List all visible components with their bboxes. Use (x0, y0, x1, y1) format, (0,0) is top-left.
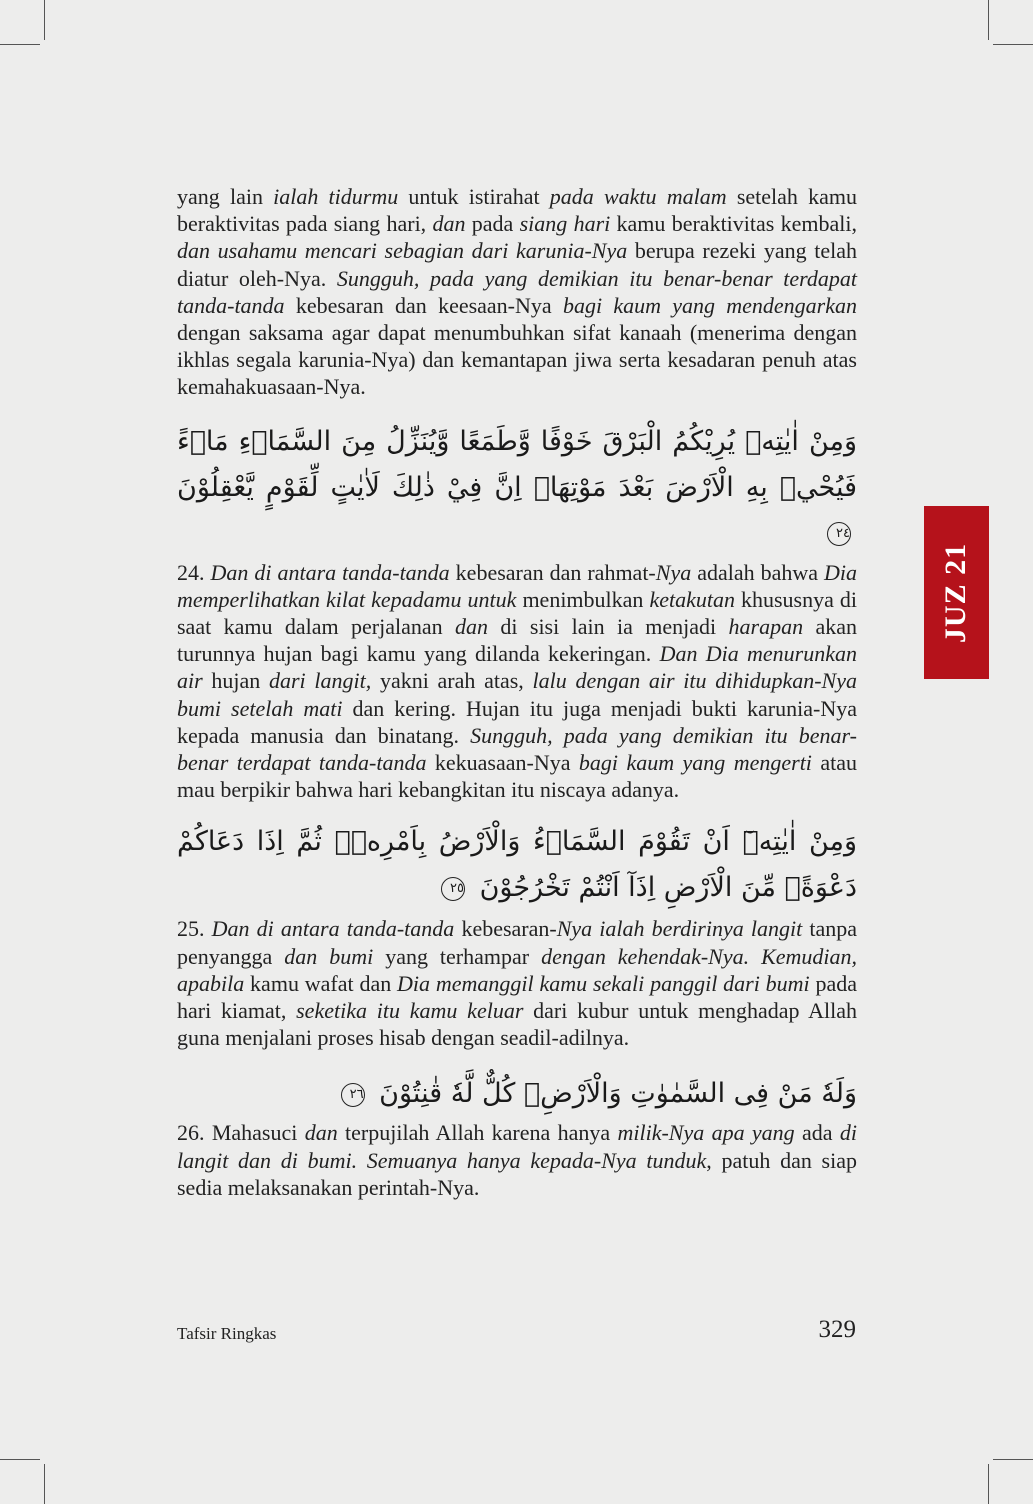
text-segment: yakni arah atas, (371, 668, 533, 694)
text-segment: tanpa penyangga (177, 916, 857, 969)
italic-segment: dan (455, 614, 488, 640)
text-segment: kebesaran dan keesaan-Nya (284, 292, 563, 318)
text-segment: atau mau berpikir bahwa hari kebangkitan itu niscaya adanya. (177, 750, 857, 803)
text-segment: untuk istirahat (398, 184, 550, 209)
arabic-verse-25 (177, 819, 857, 911)
text-segment: kamu beraktivitas kembali, (610, 211, 858, 237)
text-segment: kamu wafat dan (244, 970, 398, 996)
text-segment: khususnya di saat kamu dalam perjalanan (177, 586, 857, 640)
text-segment: hujan (202, 668, 269, 694)
text-segment: dengan saksama agar dapat menumbuhkan sifat kanaah (menerima dengan ikhlas segala karunia-Nya) dan kemantapan jiwa serta kesadaran penuh atas kemahakuasaan-Nya. (177, 320, 857, 400)
italic-segment: Dia memanggil kamu sekali panggil dari bumi (397, 970, 810, 996)
tafsir-paragraph-24 (177, 559, 857, 804)
text-segment: dan kering. Hujan itu juga menjadi bukti karunia-Nya kepada manusia dan binatang. (177, 695, 857, 748)
arabic-verse-text: وَمِنْ اٰيٰتِهٖٓ اَنْ تَقُوْمَ السَّمَاۤءُ وَالْاَرْضُ بِاَمْرِهٖۗ ثُمَّ اِذَا دَعَاكُمْ دَعْوَةًۖ مِّنَ الْاَرْضِ اِذَآ اَنْتُمْ تَخْرُجُوْنَ (177, 826, 857, 904)
text-segment: terpujilah Allah karena hanya (337, 1120, 618, 1146)
crop-mark (993, 1459, 1033, 1460)
text-segment: akan turunnya hujan bagi kamu yang dilanda kekeringan. (177, 614, 857, 667)
arabic-verse-text: وَلَهٗ مَنْ فِى السَّمٰوٰتِ وَالْاَرْضِۗ كُلٌّ لَّهٗ قٰنِتُوْنَ (379, 1078, 857, 1110)
crop-mark (988, 0, 989, 40)
text-segment: 25. (177, 916, 212, 942)
italic-segment: dengan kehendak-Nya. Kemudian, apabila (177, 943, 858, 996)
ayah-number-marker: ٢٦ (341, 1083, 365, 1107)
italic-segment: ketakutan (649, 586, 735, 612)
italic-segment: dan usahamu mencari sebagian dari karunia-Nya (177, 238, 628, 264)
italic-segment: dari langit, (269, 668, 372, 694)
tafsir-paragraph-25 (177, 915, 857, 1051)
italic-segment: Dia memperlihatkan kilat kepadamu untuk (177, 559, 857, 612)
text-segment: pada hari kiamat, (177, 970, 857, 1024)
ayah-number-marker: ٢٥ (441, 877, 465, 901)
page-body (177, 183, 857, 1201)
text-segment: menimbulkan (516, 586, 650, 612)
italic-segment: di langit dan di bumi. Semuanya hanya kepada-Nya tunduk (177, 1120, 857, 1173)
text-segment: berupa rezeki yang telah diatur oleh-Nya. (177, 238, 858, 291)
text-segment: di sisi lain ia menjadi (488, 614, 729, 640)
italic-segment: Sungguh, pada yang demikian itu benar-benar terdapat tanda-tanda (177, 722, 858, 776)
italic-segment: ialah tidurmu (273, 184, 399, 209)
italic-segment: harapan (728, 614, 804, 640)
crop-mark (44, 1464, 45, 1504)
italic-segment: dan bumi (284, 943, 374, 969)
italic-segment: milik-Nya apa yang (617, 1120, 795, 1146)
italic-segment: Sungguh, pada yang demikian itu benar-benar terdapat tanda-tanda (177, 265, 858, 318)
text-segment: yang lain (177, 184, 274, 209)
italic-segment: seketika itu kamu keluar (296, 998, 524, 1024)
crop-mark (988, 1464, 989, 1504)
page-number: 329 (818, 1316, 856, 1343)
text-segment: adalah bahwa (691, 559, 824, 585)
text-segment: kekuasaan-Nya (426, 750, 579, 776)
text-segment: ada (794, 1120, 840, 1146)
crop-mark (0, 1459, 40, 1460)
arabic-verse-24 (177, 419, 857, 557)
footer-book-title: Tafsir Ringkas (177, 1324, 277, 1343)
crop-mark (993, 44, 1033, 45)
text-segment: pada (465, 211, 520, 237)
text-segment: kebesaran dan rahmat- (449, 559, 656, 585)
italic-segment: bagi kaum yang mendengarkan (562, 292, 858, 318)
italic-segment: Dan di antara tanda-tanda (210, 559, 450, 585)
italic-segment: dan (304, 1120, 338, 1146)
italic-segment: Dan Dia menurunkan air (177, 641, 857, 694)
italic-segment: dan (432, 211, 466, 237)
crop-mark (44, 0, 45, 40)
tafsir-paragraph-26 (177, 1119, 857, 1201)
italic-segment: bagi kaum yang mengerti (578, 750, 812, 776)
ayah-number-marker: ٢٤ (827, 522, 851, 546)
juz-tab (924, 506, 989, 679)
italic-segment: Nya (655, 559, 692, 585)
italic-segment: Nya ialah berdirinya langit (556, 916, 803, 942)
text-segment: yang terhampar (373, 943, 542, 969)
text-segment: 24. (177, 559, 211, 585)
text-segment: , patuh dan siap sedia melaksanakan perintah-Nya. (177, 1147, 857, 1200)
arabic-verse-26 (177, 1071, 857, 1117)
italic-segment: siang hari (519, 211, 611, 237)
italic-segment: lalu dengan air itu dihidupkan-Nya bumi setelah mati (177, 668, 857, 721)
text-segment: setelah kamu beraktivitas pada siang hari, (177, 184, 857, 237)
italic-segment: Dan di antara tanda-tanda (211, 916, 455, 942)
text-segment: kebesaran- (454, 916, 557, 942)
juz-label: JUZ 21 (939, 542, 973, 643)
arabic-verse-text: وَمِنْ اٰيٰتِهٖ يُرِيْكُمُ الْبَرْقَ خَوْفًا وَّطَمَعًا وَّيُنَزِّلُ مِنَ السَّمَاۤءِ مَاۤءً فَيُحْيٖ بِهِ الْاَرْضَ بَعْدَ مَوْتِهَاۗ اِنَّ فِيْ ذٰلِكَ لَاٰيٰتٍ لِّقَوْمٍ يَّعْقِلُوْنَ (177, 425, 857, 503)
text-segment: dari kubur untuk menghadap Allah guna menjalani proses hisab dengan seadil-adilnya. (177, 998, 857, 1051)
text-segment: 26. Mahasuci (177, 1120, 305, 1146)
italic-segment: pada waktu malam (549, 184, 727, 209)
crop-mark (0, 44, 40, 45)
tafsir-paragraph-continued (177, 183, 857, 401)
